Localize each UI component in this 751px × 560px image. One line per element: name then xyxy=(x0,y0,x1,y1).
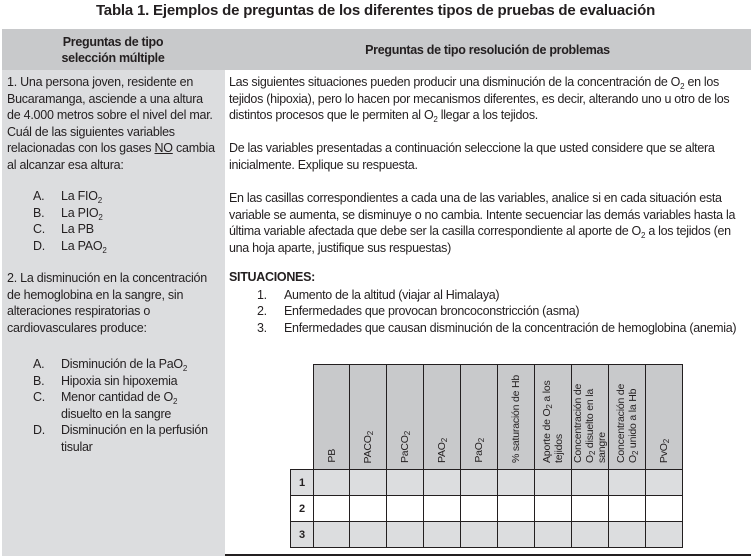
header-left-line2: selección múltiple xyxy=(61,50,165,65)
option-letter: B. xyxy=(33,205,45,220)
grid-row-label: 2 xyxy=(291,496,314,522)
bottom-divider xyxy=(225,554,751,556)
option-letter: C. xyxy=(33,222,45,237)
grid-col-header: PB xyxy=(314,365,350,470)
option-letter: D. xyxy=(33,238,45,253)
option-letter: D. xyxy=(33,423,45,438)
grid-corner xyxy=(291,365,314,470)
question-1-emphasis: NO xyxy=(154,141,173,156)
situation-item: 3. Enfermedades que causan disminución de la concentración de hemoglobina (anemia) xyxy=(257,321,737,335)
grid-col-header: Aporte de $O_2$ a los tejidos xyxy=(535,365,572,470)
grid-cell[interactable] xyxy=(314,522,350,548)
situation-item: 2. Enfermedades que provocan broncoconstricción (asma) xyxy=(257,304,580,318)
header-problem-solving: Preguntas de tipo resolución de problemas xyxy=(365,42,610,57)
table-header xyxy=(2,29,751,70)
instruction-paragraph: De las variables presentadas a continuación seleccione la que usted considere que se altera inicialmente. Explique su respuesta. xyxy=(229,141,715,172)
grid-cell[interactable] xyxy=(572,522,609,548)
grid-cell[interactable] xyxy=(498,470,535,496)
option xyxy=(33,389,211,422)
option-text: Disminución de la PaO$_2$ xyxy=(61,357,188,373)
option-letter: C. xyxy=(33,390,45,405)
grid-row xyxy=(291,470,683,496)
option-letter: A. xyxy=(33,189,45,203)
grid-col-header: Concentración de $O_2$ unido a la Hb xyxy=(609,365,646,470)
grid-cell[interactable] xyxy=(646,470,683,496)
grid-cell[interactable] xyxy=(498,496,535,522)
question-1 xyxy=(7,74,219,174)
grid-cell[interactable] xyxy=(535,522,572,548)
grid-cell[interactable] xyxy=(424,522,461,548)
header-left-line1: Preguntas de tipo xyxy=(62,34,164,49)
grid-cell[interactable] xyxy=(461,522,498,548)
grid-cell[interactable] xyxy=(387,470,424,496)
grid-cell[interactable] xyxy=(424,470,461,496)
grid-cell[interactable] xyxy=(314,496,350,522)
analysis-paragraph: En las casillas correspondientes a cada una de las variables, analice si en cada situación esta variable se aumenta, se disminuye o no cambia. Intente secuenciar las demás variables hasta la última variable afectada que debe ser la casilla correspondiente al aporte de $O_2$ a los tejidos (en una hoja aparte, justifique sus respuestas) xyxy=(229,191,736,255)
grid-cell[interactable] xyxy=(572,496,609,522)
grid-cell[interactable] xyxy=(609,470,646,496)
intro-paragraph: Las siguientes situaciones pueden producir una disminución de la concentración de $O_2$ en los tejidos (hipoxia), pero lo hacen por mecanismos diferentes, es decir, alterando uno u otro de los distintos procesos que le permiten al $O_2$ llegar a los tejidos. xyxy=(229,75,730,125)
grid-cell[interactable] xyxy=(424,496,461,522)
grid-col-header: $PAO_2$ xyxy=(424,365,461,470)
option-text: Disminución en la perfusión tisular xyxy=(61,423,208,454)
grid-row xyxy=(291,522,683,548)
option xyxy=(33,373,211,390)
option xyxy=(33,221,211,238)
option-text: Hipoxia sin hipoxemia xyxy=(61,373,178,388)
grid-cell[interactable] xyxy=(646,522,683,548)
grid-cell[interactable] xyxy=(461,470,498,496)
option xyxy=(33,205,211,222)
grid-col-header: Concentración de $O_2$ disuelto en la sangre xyxy=(572,365,609,470)
option-letter: B. xyxy=(33,373,45,388)
grid-cell[interactable] xyxy=(535,496,572,522)
option xyxy=(33,422,211,455)
question-1-text: 1. Una persona joven, residente en Bucaramanga, asciende a una altura de 4.000 metros sobre el nivel del mar. Cuál de las siguientes variables relacionadas con los gases xyxy=(7,75,213,156)
option-text: La $PIO_2$ xyxy=(61,205,103,222)
grid-cell[interactable] xyxy=(461,496,498,522)
situation-item: 1. Aumento de la altitud (viajar al Himalaya) xyxy=(257,288,500,302)
option-letter: A. xyxy=(33,357,45,371)
grid-col-header: % saturación de Hb xyxy=(498,365,535,470)
variables-grid xyxy=(290,364,683,548)
grid-cell[interactable] xyxy=(498,522,535,548)
grid-row xyxy=(291,496,683,522)
table-title: Tabla 1. Ejemplos de preguntas de los diferentes tipos de pruebas de evaluación xyxy=(95,2,656,19)
option-text: La $FIO_2$ xyxy=(61,189,102,205)
grid-cell[interactable] xyxy=(350,470,387,496)
grid-col-header: $PACO_2$ xyxy=(350,365,387,470)
grid-row-label: 1 xyxy=(291,470,314,496)
question-1-text-end: cambia al alcanzar esa altura: xyxy=(7,141,215,172)
option xyxy=(33,188,211,205)
grid-header-row xyxy=(291,365,683,470)
grid-col-header: PvO$_2$ xyxy=(646,365,683,470)
grid-col-header: PaO$_2$ xyxy=(461,365,498,470)
option-text: Menor cantidad de $O_2$ disuelto en la sangre xyxy=(61,390,178,421)
question-2-options xyxy=(33,356,211,456)
grid-cell[interactable] xyxy=(535,470,572,496)
grid-cell[interactable] xyxy=(572,470,609,496)
grid-cell[interactable] xyxy=(646,496,683,522)
grid-cell[interactable] xyxy=(387,522,424,548)
grid-cell[interactable] xyxy=(350,496,387,522)
grid-cell[interactable] xyxy=(609,522,646,548)
option-text: La $PAO_2$ xyxy=(61,238,107,255)
option xyxy=(33,238,211,255)
grid-row-label: 3 xyxy=(291,522,314,548)
multiple-choice-column xyxy=(2,70,225,556)
option xyxy=(33,356,211,373)
grid-cell[interactable] xyxy=(609,496,646,522)
situations-title: SITUACIONES: xyxy=(229,270,315,284)
grid-cell[interactable] xyxy=(350,522,387,548)
grid-col-header: PaCO$_2$ xyxy=(387,365,424,470)
grid-cell[interactable] xyxy=(387,496,424,522)
grid-cell[interactable] xyxy=(314,470,350,496)
header-multiple-choice xyxy=(2,29,224,70)
question-1-options xyxy=(33,188,211,254)
option-text: La PB xyxy=(61,222,94,237)
question-2: 2. La disminución en la concentración de hemoglobina en la sangre, sin alteraciones respiratorias o cardiovasculares produce: xyxy=(7,271,207,335)
